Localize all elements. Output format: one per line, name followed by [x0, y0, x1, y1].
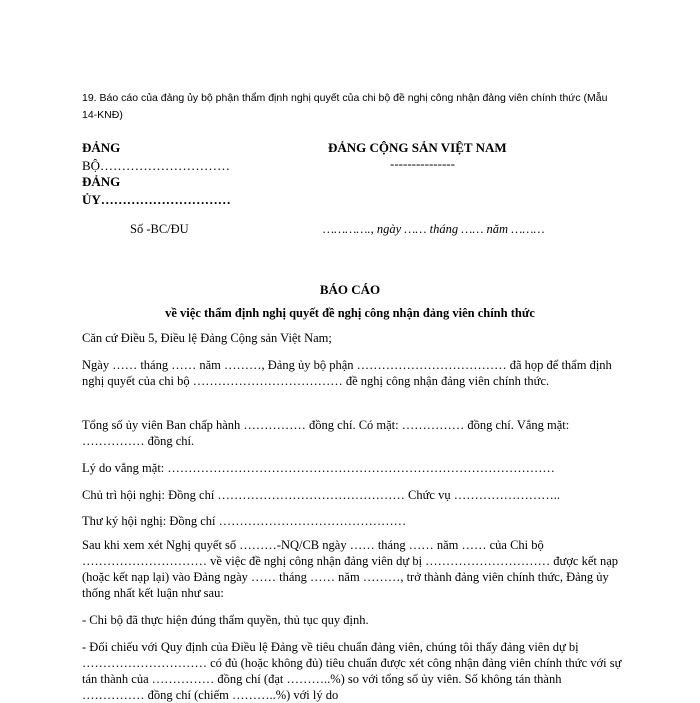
paragraph-legal-basis: Căn cứ Điều 5, Điều lệ Đảng Cộng sản Việt Nam;	[82, 331, 332, 345]
paragraph-meeting: Ngày …… tháng …… năm ………, Đảng ủy bộ phận ……………………………… đã họp để thẩm định nghị quyết của chi bộ ……………………………… đề nghị công nhận đảng viên chính thức.	[82, 358, 612, 388]
paragraph-secretary: Thư ký hội nghị: Đồng chí ………………………………………	[82, 514, 407, 528]
paragraph-procedure: - Chi bộ đã thực hiện đúng thẩm quyền, thủ tục quy định.	[82, 613, 369, 627]
header-party-line2: BỘ…………………………	[82, 158, 231, 173]
document-title: BÁO CÁO	[319, 282, 381, 297]
party-name: ĐẢNG CỘNG SẢN VIỆT NAM	[328, 140, 507, 155]
paragraph-review: Sau khi xem xét Nghị quyết số ………-NQ/CB ngày …… tháng …… năm …… của Chi bộ ………………………… về việc đề nghị công nhận đảng viên dự bị ………………………… được kết nạp (hoặc kết nạp lại) vào Đảng ngày …… tháng …… năm ………, trở thành đảng viên chính thức, Đảng ủy thống nhất kết luận như sau:	[82, 538, 619, 600]
document-subtitle: về việc thẩm định nghị quyết đề nghị công nhận đảng viên chính thức	[165, 306, 535, 320]
paragraph-chair: Chủ trì hội nghị: Đồng chí ……………………………………… Chức vụ ……………………..	[82, 488, 560, 502]
document-date: …………., ngày …… tháng …… năm ………	[323, 222, 545, 236]
header-committee-line2: ỦY…………………………	[82, 192, 231, 207]
paragraph-attendance: Tổng số ủy viên Ban chấp hành …………… đồng chí. Có mặt: …………… đồng chí. Vắng mặt: …………… đồng chí.	[82, 418, 570, 448]
document-number: Số -BC/ĐU	[130, 222, 189, 236]
paragraph-conclusion: - Đối chiếu với Quy định của Điều lệ Đảng về tiêu chuẩn đảng viên, chúng tôi thấy đảng viên dự bị ………………………… có đủ (hoặc không đủ) tiêu chuẩn được xét công nhận đảng viên chính thức với sự tán thành của …………… đồng chí (đạt ………..%) so với tổng số ủy viên. Số không tán thành …………… đồng chí (chiếm ………..%) với lý do	[82, 640, 622, 702]
party-name-divider: ---------------	[390, 156, 455, 171]
form-caption: 19. Báo cáo của đảng ủy bộ phận thẩm định nghị quyết của chi bộ đề nghị công nhận đảng viên chính thức (Mẫu 14-KNĐ)	[82, 92, 608, 121]
header-committee-line1: ĐẢNG	[82, 174, 121, 189]
header-party-line1: ĐẢNG	[82, 140, 121, 155]
paragraph-absence-reason: Lý do vắng mặt: …………………………………………………………………………………	[82, 461, 555, 475]
